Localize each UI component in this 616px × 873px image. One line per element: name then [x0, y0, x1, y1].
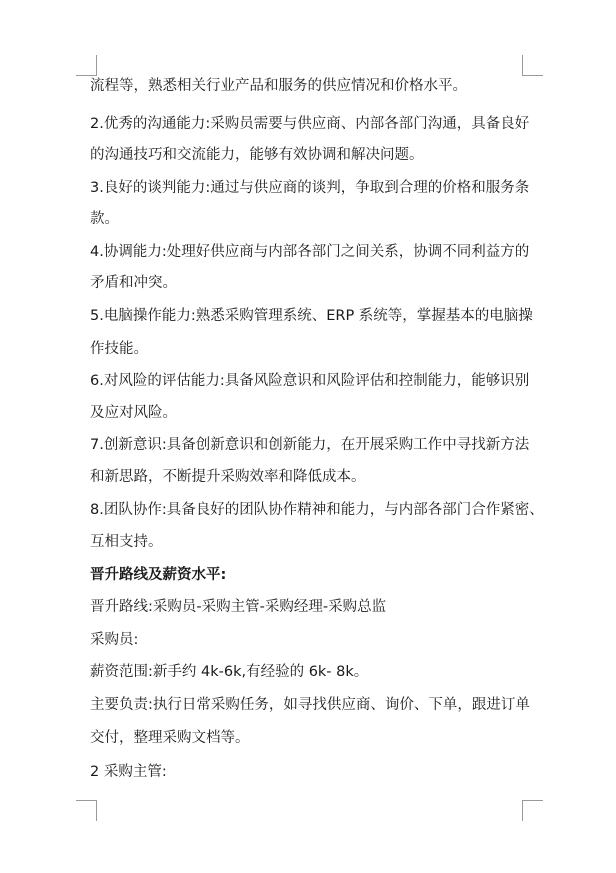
text-line: 互相支持。: [90, 534, 163, 550]
text-line: 流程等，熟悉相关行业产品和服务的供应情况和价格水平。: [90, 78, 467, 94]
text-line: 薪资范围:新手约 4k-6k,有经验的 6k- 8k。: [90, 664, 369, 680]
text-line: 7.创新意识:具备创新意识和创新能力，在开展采购工作中寻找新方法: [90, 437, 530, 453]
text-line: 6.对风险的评估能力:具备风险意识和风险评估和控制能力，能够识别: [90, 373, 530, 389]
text-line: 采购员:: [90, 632, 139, 648]
text-line: 3.良好的谈判能力:通过与供应商的谈判，争取到合理的价格和服务条: [90, 180, 530, 196]
text-line: 矛盾和冲突。: [90, 275, 177, 291]
crop-mark-top-right: [522, 55, 543, 76]
text-line: 5.电脑操作能力:熟悉采购管理系统、ERP 系统等，掌握基本的电脑操: [90, 308, 533, 324]
text-line: 2.优秀的沟通能力:采购员需要与供应商、内部各部门沟通，具备良好: [90, 116, 530, 132]
text-line: 及应对风险。: [90, 405, 177, 421]
crop-mark-top-left: [76, 55, 97, 76]
text-line: 2 采购主管:: [90, 764, 167, 780]
text-line: 交付，整理采购文档等。: [90, 730, 250, 746]
text-line: 晋升路线:采购员-采购主管-采购经理-采购总监: [90, 599, 387, 615]
text-line: 主要负责:执行日常采购任务，如寻找供应商、询价、下单，跟进订单: [90, 697, 530, 713]
text-line: 的沟通技巧和交流能力，能够有效协调和解决问题。: [90, 147, 424, 163]
text-line: 作技能。: [90, 341, 148, 357]
crop-mark-bottom-right: [522, 800, 543, 821]
text-line: 款。: [90, 211, 119, 227]
text-line: 4.协调能力:处理好供应商与内部各部门之间关系，协调不同利益方的: [90, 244, 530, 260]
crop-mark-bottom-left: [76, 800, 97, 821]
section-heading: 晋升路线及薪资水平:: [90, 567, 227, 583]
text-line: 和新思路，不断提升采购效率和降低成本。: [90, 469, 366, 485]
text-line: 8.团队协作:具备良好的团队协作精神和能力，与内部各部门合作紧密、: [90, 502, 544, 518]
